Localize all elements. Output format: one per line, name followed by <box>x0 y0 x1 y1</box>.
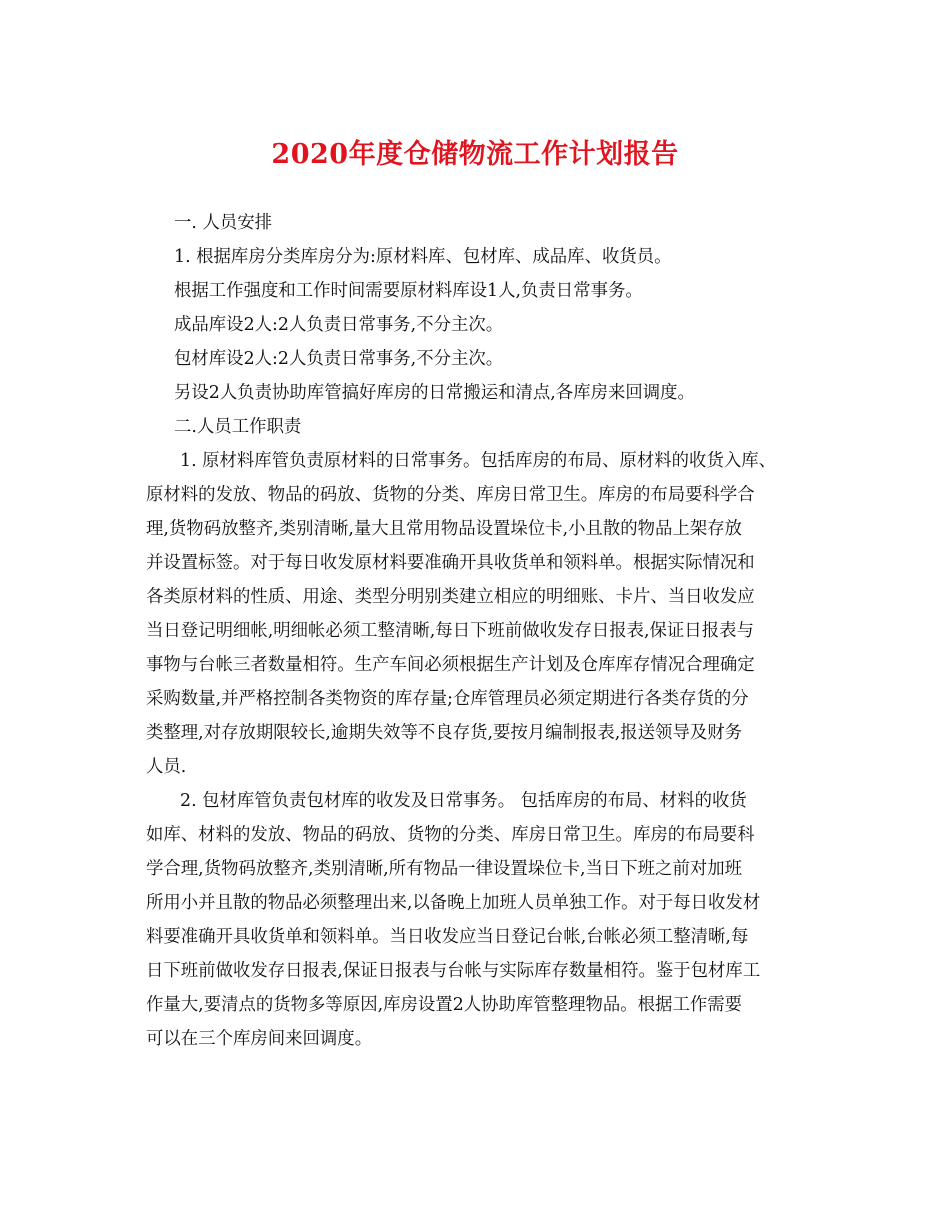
paragraph-line: 事物与台帐三者数量相符。生产车间必须根据生产计划及仓库库存情况合理确定 <box>146 655 755 675</box>
paragraph-line: 如库、材料的发放、物品的码放、货物的分类、库房日常卫生。库房的布局要科 <box>146 825 755 845</box>
paragraph-line: 学合理,货物码放整齐,类别清晰,所有物品一律设置垛位卡,当日下班之前对加班 <box>146 859 743 879</box>
paragraph-line: 料要准确开具收货单和领料单。当日收发应当日登记台帐,台帐必须工整清晰,每 <box>146 927 749 947</box>
paragraph-line: 理,货物码放整齐,类别清晰,量大且常用物品设置垛位卡,小且散的物品上架存放 <box>146 519 743 539</box>
document-body <box>146 206 811 1056</box>
paragraph-line: 当日登记明细帐,明细帐必须工整清晰,每日下班前做收发存日报表,保证日报表与 <box>146 621 754 641</box>
paragraph-line: 类整理,对存放期限较长,逾期失效等不良存货,要按月编制报表,报送领导及财务 <box>146 723 743 743</box>
paragraph-line: 1. 原材料库管负责原材料的日常事务。包括库房的布局、原材料的收货入库、 <box>180 451 777 471</box>
paragraph-line: 并设置标签。对于每日收发原材料要准确开具收货单和领料单。根据实际情况和 <box>146 553 755 573</box>
paragraph-line: 可以在三个库房间来回调度。 <box>146 1029 373 1049</box>
paragraph-line: 作量大,要清点的货物多等原因,库房设置2人协助库管整理物品。根据工作需要 <box>146 995 743 1015</box>
paragraph-line: 日下班前做收发存日报表,保证日报表与台帐与实际库存数量相符。鉴于包材库工 <box>146 961 761 981</box>
paragraph-line: 所用小并且散的物品必须整理出来,以备晚上加班人员单独工作。对于每日收发材 <box>146 893 761 913</box>
paragraph-line: 包材库设2人:2人负责日常事务,不分主次。 <box>174 349 504 369</box>
document-title: 2020年度仓储物流工作计划报告 <box>271 139 679 170</box>
paragraph-line: 根据工作强度和工作时间需要原材料库设1人,负责日常事务。 <box>174 281 643 301</box>
paragraph-line: 2. 包材库管负责包材库的收发及日常事务。 包括库房的布局、材料的收货 <box>180 791 747 811</box>
paragraph-line: 另设2人负责协助库管搞好库房的日常搬运和清点,各库房来回调度。 <box>174 383 695 403</box>
section-heading-staffing: 一. 人员安排 <box>174 213 273 233</box>
paragraph-line: 各类原材料的性质、用途、类型分明别类建立相应的明细账、卡片、当日收发应 <box>146 587 755 607</box>
paragraph-line: 成品库设2人:2人负责日常事务,不分主次。 <box>174 315 504 335</box>
section-heading-duties: 二.人员工作职责 <box>174 417 302 437</box>
paragraph-line: 人员. <box>146 757 187 777</box>
paragraph-line: 采购数量,并严格控制各类物资的库存量;仓库管理员必须定期进行各类存货的分 <box>146 689 749 709</box>
paragraph-line: 原材料的发放、物品的码放、货物的分类、库房日常卫生。库房的布局要科学合 <box>146 485 755 505</box>
paragraph-line: 1. 根据库房分类库房分为:原材料库、包材库、成品库、收货员。 <box>174 247 672 267</box>
